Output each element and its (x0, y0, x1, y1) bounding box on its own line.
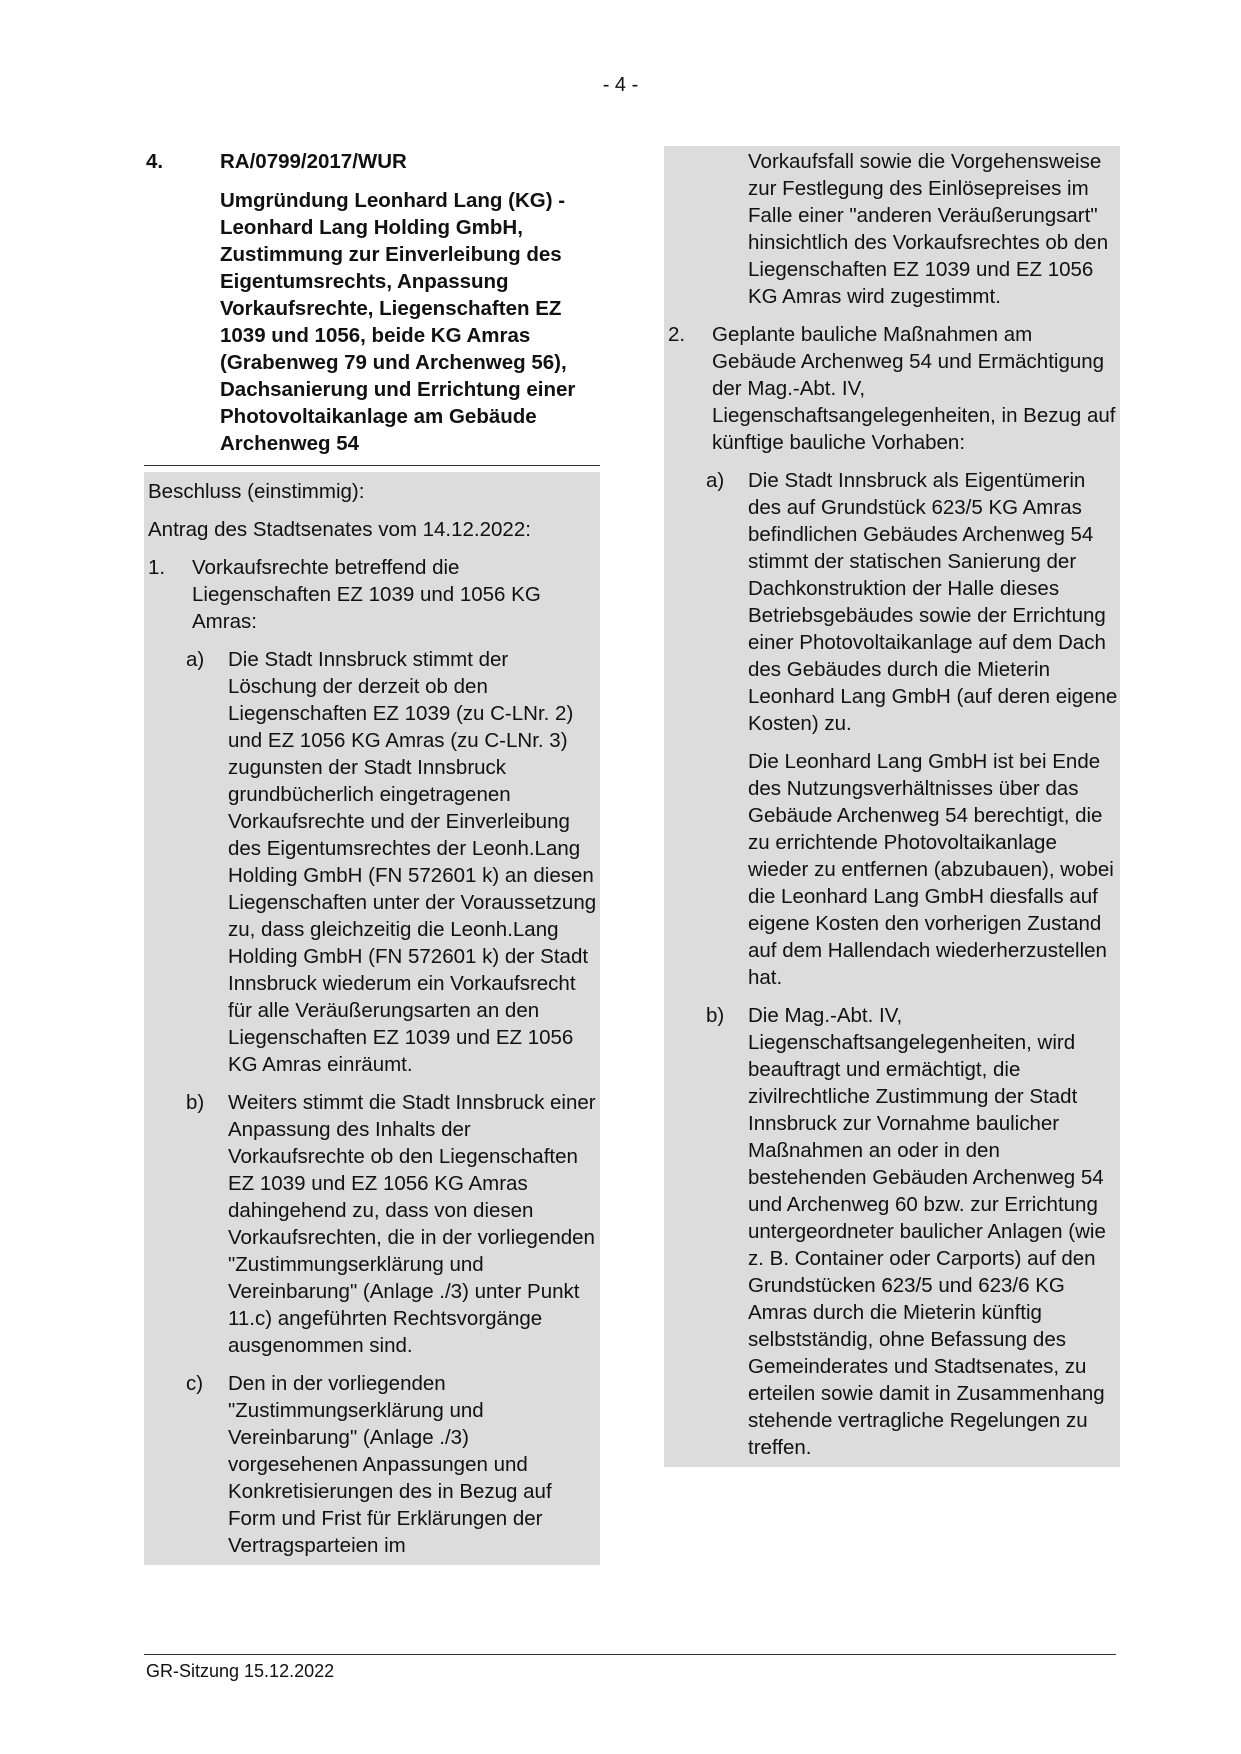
item-2a-paragraph-2: Die Leonhard Lang GmbH ist bei Ende des Nutzungsverhältnisses über das Gebäude Archenweg 54 berechtigt, die zu errichtende Photovoltaikanlage wieder zu entfernen (abzubauen), wobei die Leonhard Lang GmbH diesfalls auf eigene Kosten den vorherigen Zustand auf dem Hallendach wiederherzustellen hat. (748, 750, 1114, 989)
left-column (144, 148, 600, 1565)
footer-text: GR-Sitzung 15.12.2022 (146, 1661, 335, 1681)
page-number: - 4 - (602, 74, 639, 96)
item-1a-label: a) (186, 648, 205, 671)
item-1c-label: c) (186, 1372, 204, 1395)
agenda-title: Umgründung Leonhard Lang (KG) - Leonhard Lang Holding GmbH, Zustimmung zur Einverleibung des Eigentumsrechts, Anpassung Vorkaufsrechte, Liegenschaften EZ 1039 und 1056, beide KG Amras (Grabenweg 79 und Archenweg 56), Dachsanierung und Errichtung einer Photovoltaikanlage am Gebäude Archenweg 54 (220, 189, 576, 455)
list-item-1 (144, 554, 600, 635)
item-2-text: Geplante bauliche Maßnahmen am Gebäude Archenweg 54 und Ermächtigung der Mag.-Abt. IV, Liegenschaftsangelegenheiten, in Bezug auf künftige bauliche Vorhaben: (712, 323, 1116, 454)
item-1b-label: b) (186, 1091, 205, 1114)
item-1a-text: Die Stadt Innsbruck stimmt der Löschung der derzeit ob den Liegenschaften EZ 1039 (zu C-LNr. 2) und EZ 1056 KG Amras (zu C-LNr. 3) zugunsten der Stadt Innsbruck grundbücherlich eingetragenen Vorkaufsrechte und der Einverleibung des Eigentumsrechtes der Leonh.Lang Holding GmbH (FN 572601 k) an diesen Liegenschaften unter der Voraussetzung zu, dass gleichzeitig die Leonh.Lang Holding GmbH (FN 572601 k) der Stadt Innsbruck wiederum ein Vorkaufsrecht für alle Veräußerungsarten an den Liegenschaften EZ 1039 und EZ 1056 KG Amras einräumt. (228, 648, 597, 1076)
resolution-block-continued (664, 146, 1120, 1467)
resolution-block (144, 472, 600, 1565)
item-2a-label: a) (706, 469, 725, 492)
agenda-number: 4. (146, 150, 164, 173)
list-item-1b (144, 1089, 600, 1359)
list-item-1c (144, 1370, 600, 1559)
item-2b-label: b) (706, 1004, 725, 1027)
item-2-label: 2. (668, 323, 686, 346)
motion-line: Antrag des Stadtsenates vom 14.12.2022: (148, 518, 531, 541)
item-1b-text: Weiters stimmt die Stadt Innsbruck einer Anpassung des Inhalts der Vorkaufsrechte ob den Liegenschaften EZ 1039 und EZ 1056 KG Amras dahingehend zu, dass von diesen Vorkaufsrechten, die in der vorliegenden "Zustimmungserklärung und Vereinbarung" (Anlage ./3) unter Punkt 11.c) angeführten Rechtsvorgänge ausgenommen sind. (228, 1091, 596, 1357)
list-item-2b (664, 1002, 1120, 1461)
item-1c-continued: Vorkaufsfall sowie die Vorgehensweise zur Festlegung des Einlösepreises im Falle einer "anderen Veräußerungsart" hinsichtlich des Vorkaufsrechtes ob den Liegenschaften EZ 1039 und EZ 1056 KG Amras wird zugestimmt. (748, 150, 1109, 308)
list-item-2a (664, 467, 1120, 737)
item-1c-text: Den in der vorliegenden "Zustimmungserklärung und Vereinbarung" (Anlage ./3) vorgesehenen Anpassungen und Konkretisierungen des in Bezug auf Form und Frist für Erklärungen der Vertragsparteien im (228, 1372, 552, 1557)
decision-line: Beschluss (einstimmig): (148, 480, 365, 503)
footer-rule (144, 1654, 1116, 1655)
item-2b-text: Die Mag.-Abt. IV, Liegenschaftsangelegenheiten, wird beauftragt und ermächtigt, die zivilrechtliche Zustimmung der Stadt Innsbruck zur Vornahme baulicher Maßnahmen an oder in den bestehenden Gebäuden Archenweg 54 und Archenweg 60 bzw. zur Errichtung untergeordneter baulicher Anlagen (wie z. B. Container oder Carports) auf den Grundstücken 623/5 und 623/6 KG Amras durch die Mieterin künftig selbstständig, ohne Befassung des Gemeinderates und Stadtsenates, zu erteilen sowie damit in Zusammenhang stehende vertragliche Regelungen zu treffen. (748, 1004, 1106, 1459)
item-1-text: Vorkaufsrechte betreffend die Liegenschaften EZ 1039 und 1056 KG Amras: (192, 556, 541, 633)
list-item-2 (664, 321, 1120, 456)
agenda-header (144, 148, 600, 466)
right-column (664, 146, 1120, 1467)
item-1-label: 1. (148, 556, 166, 579)
item-2a-text: Die Stadt Innsbruck als Eigentümerin des auf Grundstück 623/5 KG Amras befindlichen Gebäudes Archenweg 54 stimmt der statischen Sanierung der Dachkonstruktion der Halle dieses Betriebsgebäudes sowie der Errichtung einer Photovoltaikanlage auf dem Dach des Gebäudes durch die Mieterin Leonhard Lang GmbH (auf deren eigene Kosten) zu. (748, 469, 1118, 735)
list-item-1a (144, 646, 600, 1078)
agenda-code: RA/0799/2017/WUR (220, 150, 407, 173)
